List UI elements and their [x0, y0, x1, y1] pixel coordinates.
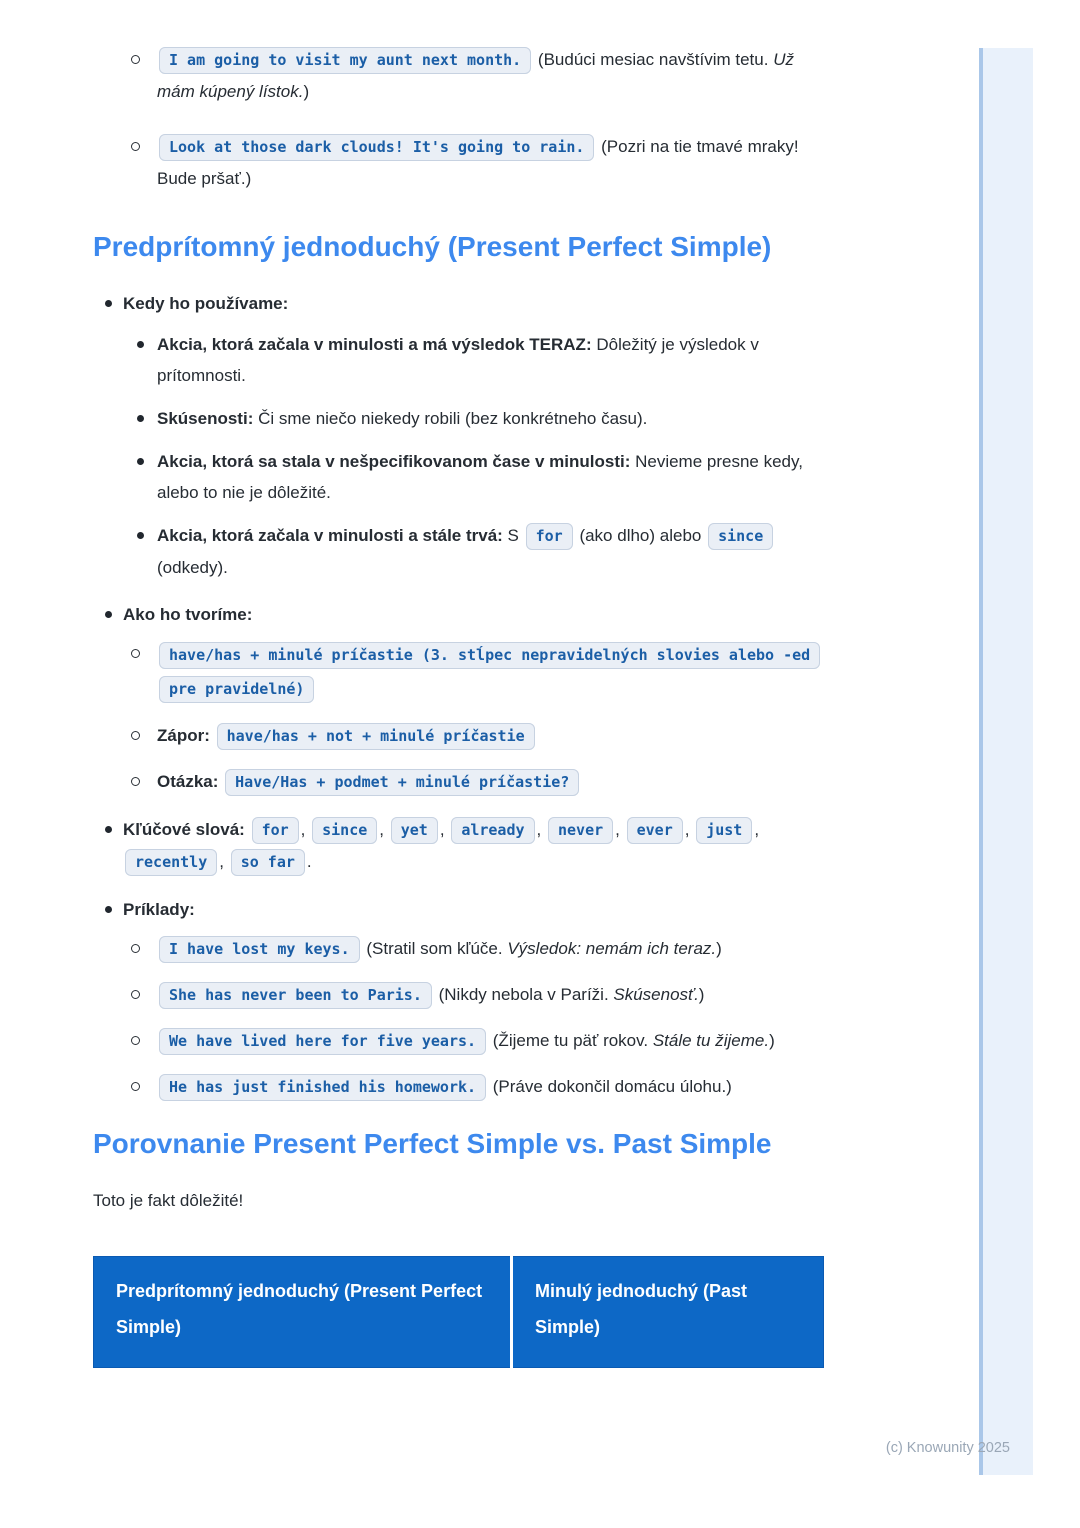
document-content	[93, 0, 843, 1368]
comparison-col-present-perfect: Predprítomný jednoduchý (Present Perfect Simple)	[94, 1257, 512, 1368]
usage-item	[137, 329, 829, 391]
translation-italic: Stále tu žijeme.	[652, 1031, 770, 1050]
keyword-chip: for	[252, 817, 299, 844]
keyword-chip: never	[548, 817, 613, 844]
usage-rest: Dôležitý je výsledok v prítomnosti.	[157, 335, 759, 385]
usage-bold: Akcia, ktorá sa stala v nešpecifikovanom čase v minulosti:	[157, 452, 631, 471]
keywords-block	[103, 814, 843, 878]
keyword-chip: so far	[231, 849, 305, 876]
translation-close: )	[716, 939, 722, 958]
question-label: Otázka:	[157, 772, 219, 791]
form-label: Ako ho tvoríme:	[123, 605, 253, 624]
usage-mid: (ako dlho) alebo	[574, 526, 707, 545]
keywords-label: Kľúčové slová:	[123, 820, 245, 839]
keyword-chip: already	[451, 817, 534, 844]
code-chip: I have lost my keys.	[159, 936, 360, 963]
code-chip: She has never been to Paris.	[159, 982, 432, 1009]
usage-label: Kedy ho používame:	[123, 294, 289, 313]
form-formula-item	[131, 638, 817, 706]
translation-close: )	[303, 82, 310, 101]
form-list	[131, 638, 843, 798]
form-block	[103, 599, 843, 798]
code-chip: for	[526, 523, 573, 550]
translation-text: (Práve dokončil domácu úlohu.)	[488, 1077, 732, 1096]
section-title-present-perfect: Predprítomný jednoduchý (Present Perfect Simple)	[93, 231, 772, 262]
usage-item	[137, 446, 829, 508]
keyword-sep: ,	[615, 820, 620, 839]
form-question-item	[131, 766, 817, 798]
section-title-comparison: Porovnanie Present Perfect Simple vs. Past Simple	[93, 1128, 772, 1159]
translation-close: )	[698, 985, 705, 1004]
keyword-sep: ,	[684, 820, 690, 839]
keyword-chip: recently	[125, 849, 217, 876]
scrollbar-track[interactable]	[979, 48, 1033, 1475]
code-chip: Look at those dark clouds! It's going to rain.	[159, 134, 594, 161]
code-chip: Have/Has + podmet + minulé príčastie?	[225, 769, 579, 796]
translation-close: )	[769, 1031, 775, 1050]
code-chip: have/has + not + minulé príčastie	[217, 723, 535, 750]
usage-bold: Akcia, ktorá začala v minulosti a stále trvá:	[157, 526, 503, 545]
code-chip: since	[708, 523, 773, 550]
keyword-chip: ever	[627, 817, 683, 844]
translation-text: (Žijeme tu päť rokov.	[488, 1031, 653, 1050]
usage-item	[137, 520, 829, 583]
example-item	[131, 1071, 817, 1103]
keyword-sep: ,	[754, 820, 760, 839]
translation-italic: Výsledok: nemám ich teraz.	[507, 939, 717, 958]
form-negative-item	[131, 720, 817, 752]
keyword-sep: ,	[300, 820, 306, 839]
translation-text: (Pozri na tie tmavé mraky! Bude pršať.)	[157, 137, 799, 188]
keyword-chip: just	[696, 817, 752, 844]
translation-text: (Budúci mesiac navštívim tetu.	[533, 50, 774, 69]
code-chip-formula: have/has + minulé príčastie (3. stĺpec nepravidelných slovies alebo -ed pre pravidelné)	[159, 642, 820, 703]
examples-label: Príklady:	[123, 900, 195, 919]
comparison-col-past-simple: Minulý jednoduchý (Past Simple)	[512, 1257, 824, 1368]
keyword-sep: ,	[379, 820, 385, 839]
examples-list	[131, 933, 843, 1103]
code-chip: I am going to visit my aunt next month.	[159, 47, 531, 74]
watermark: (c) Knowunity 2025	[885, 1440, 1010, 1456]
usage-block	[103, 288, 843, 583]
translation-italic: Už mám kúpený lístok.	[157, 50, 794, 101]
usage-bold: Skúsenosti:	[157, 409, 254, 428]
example-item	[131, 44, 817, 107]
comparison-table	[93, 1256, 824, 1368]
keyword-chip: yet	[391, 817, 438, 844]
comparison-note: Toto je fakt dôležité!	[93, 1191, 244, 1210]
keyword-chip: since	[312, 817, 377, 844]
usage-rest: Nevieme presne kedy, alebo to nie je dôležité.	[157, 452, 803, 502]
usage-bold: Akcia, ktorá začala v minulosti a má výsledok TERAZ:	[157, 335, 592, 354]
keyword-sep: ,	[219, 852, 224, 871]
intro-example-list	[131, 44, 843, 194]
usage-list	[137, 329, 843, 583]
example-item	[131, 979, 817, 1011]
code-chip: He has just finished his homework.	[159, 1074, 486, 1101]
translation-text: (Stratil som kľúče.	[361, 939, 508, 958]
translation-text: (Nikdy nebola v Paríži.	[433, 985, 614, 1004]
comparison-table-header-row	[94, 1257, 824, 1368]
keyword-end: .	[306, 852, 312, 871]
translation-italic: Skúsenosť.	[613, 985, 699, 1004]
negative-label: Zápor:	[157, 726, 210, 745]
usage-mid: S	[502, 526, 524, 545]
example-item	[131, 131, 817, 194]
keyword-sep: ,	[439, 820, 445, 839]
examples-block	[103, 894, 843, 1103]
section-bullet-list	[103, 288, 843, 1103]
usage-rest: Či sme niečo niekedy robili (bez konkrétneho času).	[253, 409, 648, 428]
code-chip: We have lived here for five years.	[159, 1028, 486, 1055]
usage-item	[137, 403, 829, 434]
example-item	[131, 933, 817, 965]
keyword-sep: ,	[536, 820, 542, 839]
usage-mid: (odkedy).	[157, 558, 228, 577]
example-item	[131, 1025, 817, 1057]
